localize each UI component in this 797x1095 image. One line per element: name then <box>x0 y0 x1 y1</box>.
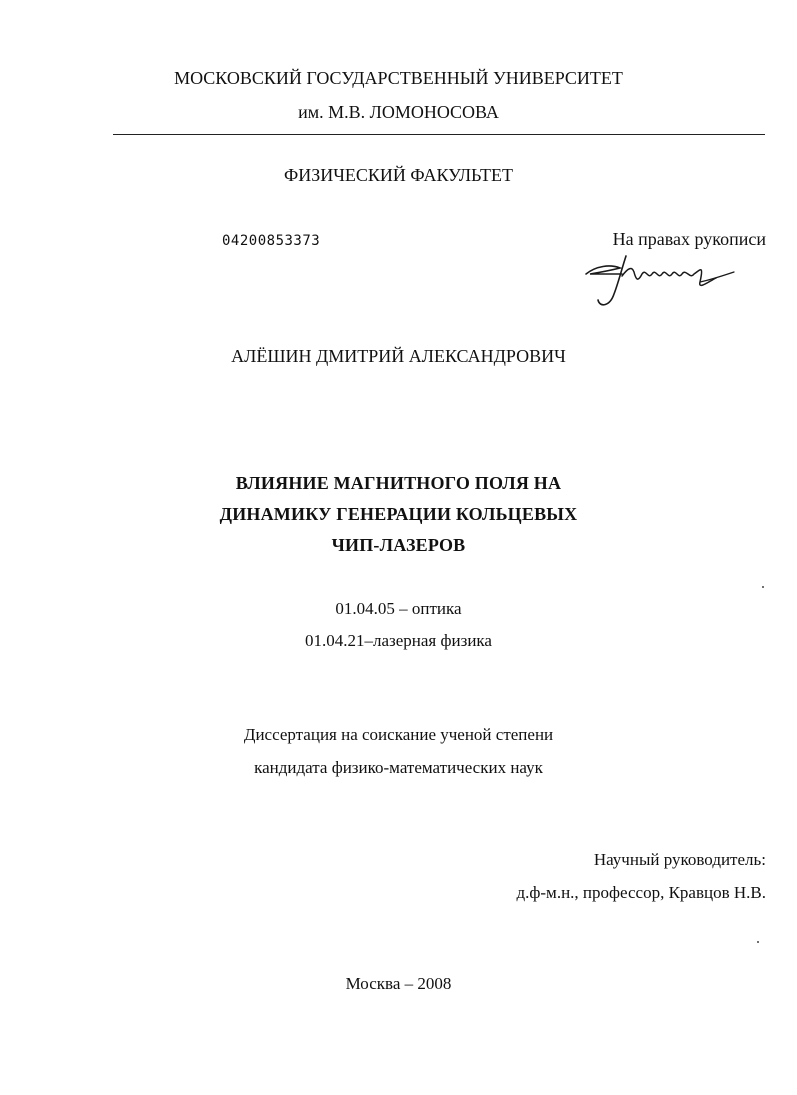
registration-number: 04200853373 <box>222 233 321 249</box>
author-signature <box>582 252 742 312</box>
header-divider <box>113 134 765 135</box>
university-name-subtitle: им. М.В. ЛОМОНОСОВА <box>298 102 499 122</box>
rights-note: На правах рукописи <box>612 229 766 249</box>
faculty-name: ФИЗИЧЕСКИЙ ФАКУЛЬТЕТ <box>283 165 514 185</box>
university-name: МОСКОВСКИЙ ГОСУДАРСТВЕННЫЙ УНИВЕРСИТЕТ <box>174 68 623 88</box>
author-name: АЛЁШИН ДМИТРИЙ АЛЕКСАНДРОВИЧ <box>231 346 566 366</box>
supervisor-name: д.ф-м.н., профессор, Кравцов Н.В. <box>516 883 766 902</box>
supervisor-label: Научный руководитель: <box>593 850 766 869</box>
specialty-code-2: 01.04.21–лазерная физика <box>305 631 492 650</box>
degree-line-1: Диссертация на соискание ученой степени <box>243 725 554 744</box>
thesis-title-line-2: ДИНАМИКУ ГЕНЕРАЦИИ КОЛЬЦЕВЫХ <box>219 504 578 524</box>
scan-speck <box>762 586 764 588</box>
thesis-title-line-1: ВЛИЯНИЕ МАГНИТНОГО ПОЛЯ НА <box>235 473 562 493</box>
thesis-title-line-3: ЧИП-ЛАЗЕРОВ <box>331 535 466 555</box>
degree-line-2: кандидата физико-математических наук <box>254 758 543 777</box>
scan-speck <box>757 941 759 943</box>
specialty-code-1: 01.04.05 – оптика <box>335 599 462 618</box>
place-and-year: Москва – 2008 <box>345 974 452 993</box>
